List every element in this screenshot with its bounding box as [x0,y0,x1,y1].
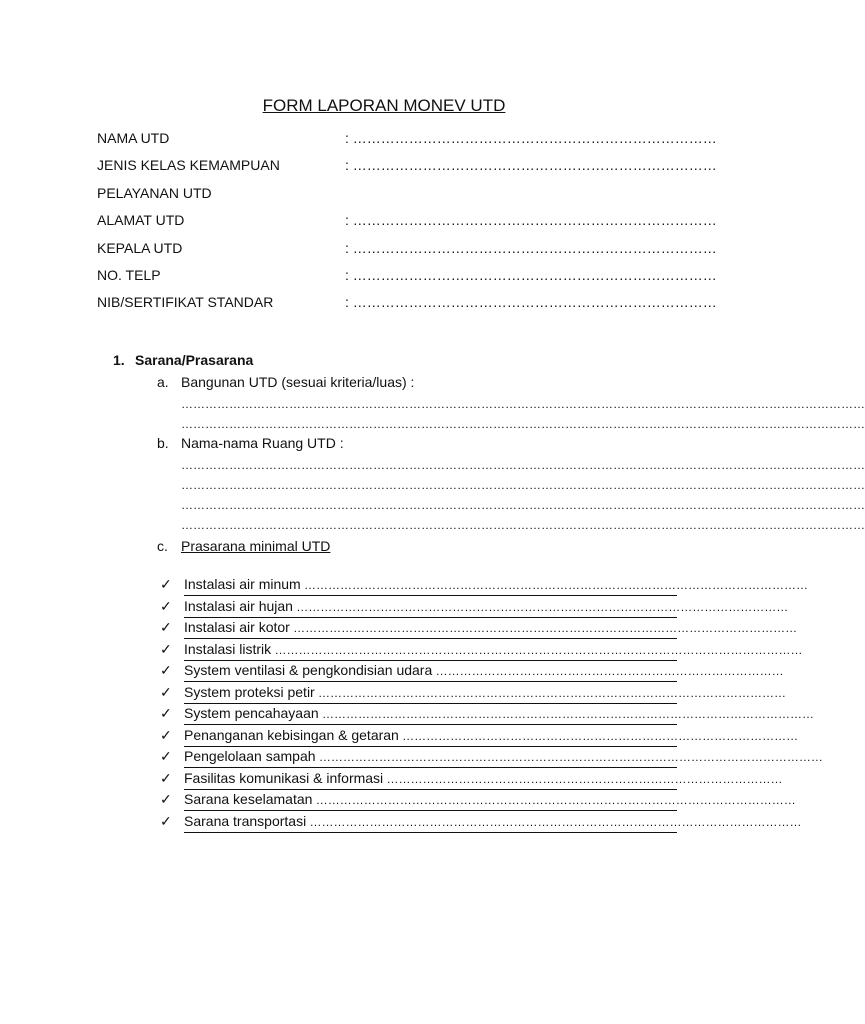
pelayanan-utd-label: PELAYANAN UTD [97,185,212,201]
sub-item-letter: b. [157,435,169,451]
checkmark-icon: ✓ [160,576,172,592]
fill-line: ……………………………………………………………………………………………………………………………………………………… [181,518,865,532]
checklist-item [184,662,784,682]
no-telp-label: NO. TELP [97,267,161,283]
info-row-alamat [97,212,717,232]
kepala-utd-value: : …………………………………………………………………… [345,240,717,256]
checkmark-icon: ✓ [160,705,172,721]
sub-item-text: Prasarana minimal UTD [181,538,331,554]
alamat-utd-label: ALAMAT UTD [97,212,185,228]
checklist-item-dots: ……………………………………………………………………………………… [383,771,783,786]
info-row-telp [97,267,717,287]
checklist-item-dots: …………………………………………………………………………………………………………… [306,814,802,829]
checklist-item-dots: …………………………………………………………………………………………………………… [318,707,814,721]
nama-utd-value: : …………………………………………………………………… [345,130,717,146]
checklist-item-label: Sarana transportasi [184,812,307,829]
sub-item-c [157,538,330,554]
checklist-item-label: Fasilitas komunikasi & informasi [184,769,384,786]
checklist-item-dots: ……………………………………………………………………………………… [398,728,799,743]
checklist-row [160,812,802,833]
checklist-item-label: Penanganan kebisingan & getaran [184,726,399,743]
checklist-item-dots: …………………………………………………………………………… [432,664,784,678]
checklist-item [184,683,787,704]
checkmark-icon: ✓ [160,812,172,829]
sub-item-letter: c. [157,538,168,554]
sub-item-b [157,435,344,451]
checklist-item [184,791,796,811]
section-title-text: Sarana/Prasarana [135,352,254,368]
checklist-row [160,705,814,725]
checkmark-icon: ✓ [160,662,172,678]
checklist-item-label: Instalasi air minum [184,576,301,592]
jenis-kelas-value: : …………………………………………………………………… [345,157,717,173]
checklist-item [184,769,783,790]
sub-item-text: Bangunan UTD (sesuai kriteria/luas) : [181,374,415,390]
page-title: FORM LAPORAN MONEV UTD [262,96,506,115]
checklist-item [184,726,799,747]
checklist-item-dots: ……………………………………………………………………………………………………………… [300,578,809,592]
checklist-row [160,597,789,618]
checklist-item [184,597,789,618]
checklist-row [160,791,796,811]
checkmark-icon: ✓ [160,640,172,657]
checklist-item [184,640,803,661]
checklist-item-label: System pencahayaan [184,705,319,721]
checkmark-icon: ✓ [160,791,172,807]
checklist-item [184,619,798,639]
checkmark-icon: ✓ [160,619,172,635]
sub-item-text: Nama-nama Ruang UTD : [181,435,344,451]
checklist-item-label: System proteksi petir [184,683,315,700]
sub-item-letter: a. [157,374,169,390]
checkmark-icon: ✓ [160,748,172,764]
checklist-row [160,748,823,768]
nib-sertifikat-label: NIB/SERTIFIKAT STANDAR [97,294,274,310]
checklist-row [160,640,803,661]
nib-sertifikat-value: : …………………………………………………………………… [345,294,717,310]
checklist-item [184,705,814,725]
fill-line: ……………………………………………………………………………………………………………………………………………………… [181,478,865,492]
no-telp-value: : …………………………………………………………………… [345,267,717,283]
checklist-item-label: System ventilasi & pengkondisian udara [184,662,433,678]
fill-line: ……………………………………………………………………………………………………………………………………………………… [181,458,865,472]
info-row-jenis [97,157,717,177]
fill-line: ……………………………………………………………………………………………………………………………………………………… [181,397,865,411]
checklist-item-label: Instalasi air hujan [184,597,293,614]
checklist-row [160,662,784,682]
info-row-kepala [97,240,717,260]
checklist-row [160,726,799,747]
checklist-row [160,769,783,790]
checklist-item-label: Pengelolaan sampah [184,748,316,764]
checklist-item-dots: ……………………………………………………………………………………………………………… [315,750,823,764]
kepala-utd-label: KEPALA UTD [97,240,183,256]
checklist-item-dots: ……………………………………………………………………………………………………… [314,685,787,700]
fill-line: ……………………………………………………………………………………………………………………………………………………… [181,498,865,512]
checklist-item-dots: …………………………………………………………………………………………………………… [292,599,789,614]
sub-item-a [157,374,414,390]
checklist-item [184,576,809,596]
section-number: 1. [113,352,125,368]
checklist-item-dots: ……………………………………………………………………………………………………………… [289,621,798,635]
nama-utd-label: NAMA UTD [97,130,170,146]
info-row-pelayanan [97,185,617,205]
info-row-nib [97,294,717,314]
checkmark-icon: ✓ [160,597,172,614]
info-row-nama [97,130,717,150]
checklist-item-label: Sarana keselamatan [184,791,313,807]
jenis-kelas-label: JENIS KELAS KEMAMPUAN [97,157,280,173]
checklist-item-dots: …………………………………………………………………………………………………………………… [271,642,803,657]
checklist-row [160,683,787,704]
checklist-row [160,576,809,596]
checkmark-icon: ✓ [160,683,172,700]
fill-line: ……………………………………………………………………………………………………………………………………………………… [181,417,865,431]
checklist-item-label: Instalasi air kotor [184,619,290,635]
checklist-row [160,619,798,639]
checklist-item [184,748,823,768]
checkmark-icon: ✓ [160,769,172,786]
section-heading-sarana [113,352,253,368]
alamat-utd-value: : …………………………………………………………………… [345,212,717,228]
checkmark-icon: ✓ [160,726,172,743]
checklist-item-label: Instalasi listrik [184,640,272,657]
checklist-item-dots: ………………………………………………………………………………………………………… [312,793,796,807]
checklist-item [184,812,802,833]
